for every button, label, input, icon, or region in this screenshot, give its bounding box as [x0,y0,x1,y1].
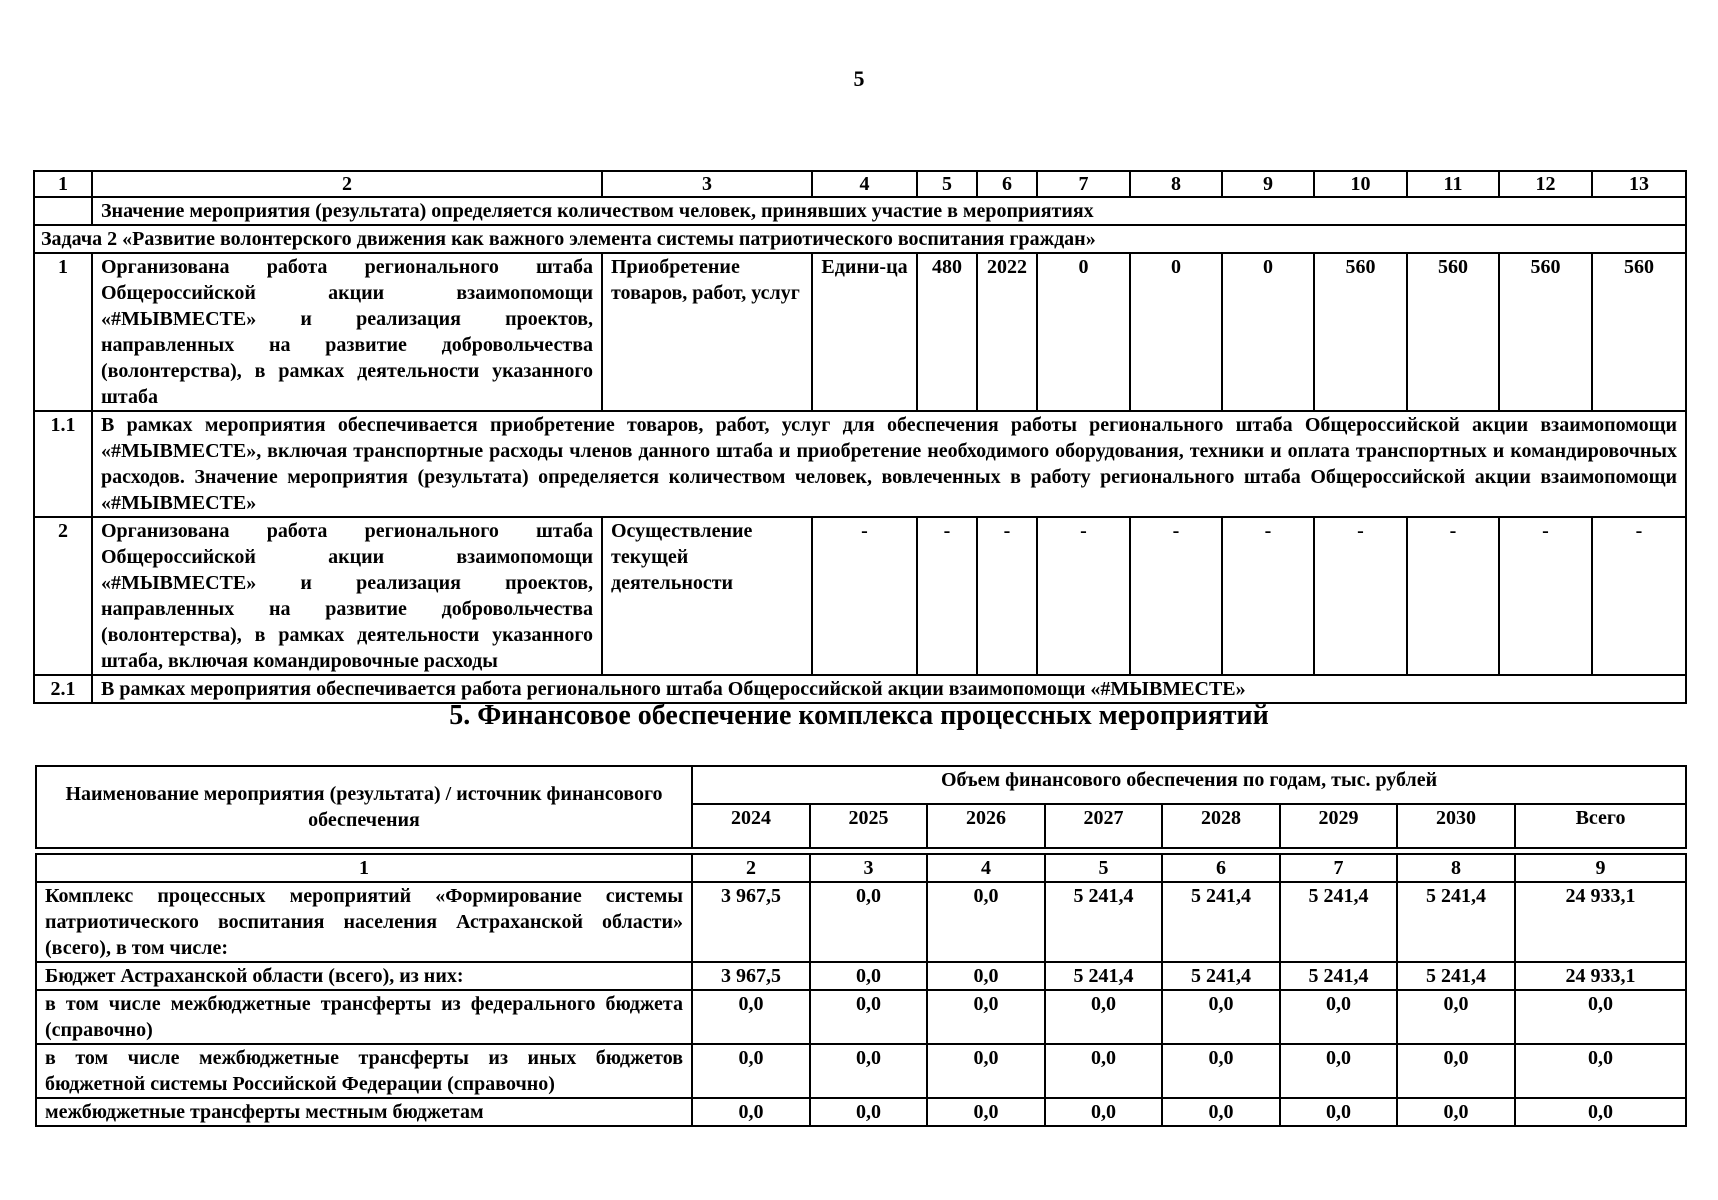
row-number: 2.1 [34,675,92,703]
col-number: 1 [34,171,92,197]
amount-cell: 0,0 [810,882,927,962]
year-header: 2026 [927,804,1045,848]
amount-cell: 3 967,5 [692,962,810,990]
amount-cell: 3 967,5 [692,882,810,962]
volume-header: Объем финансового обеспечения по годам, тыс. рублей [692,766,1686,804]
row-number: 1 [34,253,92,411]
amount-cell: 5 241,4 [1162,882,1280,962]
event-name: Организована работа регионального штаба Общероссийской акции взаимопомощи «#МЫВМЕСТЕ» и реализация проектов, направленных на развитие добровольчества (волонтерства), в рамках деятельности указанного штаба [92,253,602,411]
base-value: 480 [917,253,977,411]
value-cell: - [1407,517,1499,675]
value-cell: 560 [1592,253,1686,411]
events-table [33,170,1687,704]
year-header: 2029 [1280,804,1397,848]
year-header: Всего [1515,804,1686,848]
col-number: 6 [1162,854,1280,882]
amount-cell: 0,0 [1397,1044,1515,1098]
col-number: 13 [1592,171,1686,197]
note-text: Значение мероприятия (результата) определяется количеством человек, принявших участие в мероприятиях [92,197,1686,225]
name-header: Наименование мероприятия (результата) / источник финансового обеспечения [36,766,692,848]
col-number: 9 [1515,854,1686,882]
amount-cell: 5 241,4 [1045,882,1162,962]
col-number: 9 [1222,171,1314,197]
table-row [34,675,1686,703]
value-cell: 560 [1499,253,1592,411]
source-name: Комплекс процессных мероприятий «Формирование системы патриотического воспитания населения Астраханской области» (всего), в том числе: [36,882,692,962]
col-number: 2 [92,171,602,197]
amount-cell: 5 241,4 [1280,882,1397,962]
amount-cell: 0,0 [1162,1044,1280,1098]
source-name: Бюджет Астраханской области (всего), из них: [36,962,692,990]
source-name: в том числе межбюджетные трансферты из иных бюджетов бюджетной системы Российской Федерации (справочно) [36,1044,692,1098]
table-row [36,1044,1686,1098]
amount-cell: 0,0 [1162,1098,1280,1126]
value-cell: 0 [1130,253,1222,411]
amount-cell: 0,0 [1280,1098,1397,1126]
value-cell: - [1037,517,1130,675]
amount-cell: 5 241,4 [1162,962,1280,990]
financing-table [35,765,1687,1127]
col-number: 8 [1397,854,1515,882]
col-number: 11 [1407,171,1499,197]
source-name: в том числе межбюджетные трансферты из федерального бюджета (справочно) [36,990,692,1044]
event-type: Приобретение товаров, работ, услуг [602,253,812,411]
col-number: 4 [927,854,1045,882]
value-cell: - [917,517,977,675]
col-number: 2 [692,854,810,882]
amount-cell: 0,0 [927,882,1045,962]
col-number: 1 [36,854,692,882]
amount-cell: 0,0 [1280,1044,1397,1098]
col-number: 5 [917,171,977,197]
col-number: 12 [1499,171,1592,197]
value-cell: - [1130,517,1222,675]
amount-cell: 0,0 [927,1044,1045,1098]
note-row [34,197,1686,225]
amount-cell: 24 933,1 [1515,962,1686,990]
col-number: 8 [1130,171,1222,197]
row-description: В рамках мероприятия обеспечивается приобретение товаров, работ, услуг для обеспечения работы регионального штаба Общероссийской акции взаимопомощи «#МЫВМЕСТЕ», включая транспортные расходы членов данного штаба и приобретение необходимого оборудования, техники и оплата транспортных и командировочных расходов. Значение мероприятия (результата) определяется количеством человек, вовлеченных в работу регионального штаба Общероссийской акции взаимопомощи «#МЫВМЕСТЕ» [92,411,1686,517]
amount-cell: 0,0 [692,990,810,1044]
amount-cell: 0,0 [927,990,1045,1044]
header-row [36,766,1686,804]
event-name: Организована работа регионального штаба Общероссийской акции взаимопомощи «#МЫВМЕСТЕ» и реализация проектов, направленных на развитие добровольчества (волонтерства), в рамках деятельности указанного штаба, включая командировочные расходы [92,517,602,675]
table-row [36,962,1686,990]
year-header: 2027 [1045,804,1162,848]
amount-cell: 0,0 [1045,1098,1162,1126]
col-number: 7 [1037,171,1130,197]
amount-cell: 0,0 [1397,1098,1515,1126]
value-cell: - [812,517,917,675]
amount-cell: 5 241,4 [1397,882,1515,962]
amount-cell: 0,0 [1045,1044,1162,1098]
column-number-row [34,171,1686,197]
amount-cell: 0,0 [810,1098,927,1126]
value-cell: - [977,517,1037,675]
year-header: 2024 [692,804,810,848]
task-text: Задача 2 «Развитие волонтерского движения как важного элемента системы патриотического воспитания граждан» [34,225,1686,253]
col-number: 3 [602,171,812,197]
value-cell: - [1314,517,1407,675]
value-cell: 560 [1407,253,1499,411]
source-name: межбюджетные трансферты местным бюджетам [36,1098,692,1126]
amount-cell: 24 933,1 [1515,882,1686,962]
amount-cell: 5 241,4 [1397,962,1515,990]
amount-cell: 0,0 [810,962,927,990]
value-cell: 560 [1314,253,1407,411]
amount-cell: 0,0 [1045,990,1162,1044]
event-type: Осуществление текущей деятельности [602,517,812,675]
column-number-row [36,854,1686,882]
table-row [36,990,1686,1044]
value-cell: - [1592,517,1686,675]
amount-cell: 5 241,4 [1280,962,1397,990]
table-row [36,1098,1686,1126]
year-header: 2030 [1397,804,1515,848]
row-number: 1.1 [34,411,92,517]
value-cell: 0 [1222,253,1314,411]
table-row [34,253,1686,411]
amount-cell: 0,0 [810,990,927,1044]
page-number: 5 [853,66,865,91]
value-cell: 0 [1037,253,1130,411]
amount-cell: 0,0 [1515,1098,1686,1126]
col-number: 7 [1280,854,1397,882]
unit: Едини-ца [812,253,917,411]
year-header: 2025 [810,804,927,848]
row-number: 2 [34,517,92,675]
amount-cell: 0,0 [810,1044,927,1098]
value-cell: - [1222,517,1314,675]
col-number: 6 [977,171,1037,197]
col-number: 3 [810,854,927,882]
amount-cell: 0,0 [927,1098,1045,1126]
table-row [34,411,1686,517]
amount-cell: 0,0 [692,1044,810,1098]
amount-cell: 0,0 [1515,1044,1686,1098]
col-number: 4 [812,171,917,197]
task-row [34,225,1686,253]
table-row [34,517,1686,675]
amount-cell: 0,0 [1397,990,1515,1044]
table-row [36,882,1686,962]
row-description: В рамках мероприятия обеспечивается работа регионального штаба Общероссийской акции взаимопомощи «#МЫВМЕСТЕ» [92,675,1686,703]
amount-cell: 0,0 [1162,990,1280,1044]
amount-cell: 0,0 [692,1098,810,1126]
base-year: 2022 [977,253,1037,411]
amount-cell: 5 241,4 [1045,962,1162,990]
col-number: 10 [1314,171,1407,197]
value-cell: - [1499,517,1592,675]
col-number: 5 [1045,854,1162,882]
amount-cell: 0,0 [1280,990,1397,1044]
amount-cell: 0,0 [1515,990,1686,1044]
amount-cell: 0,0 [927,962,1045,990]
year-header: 2028 [1162,804,1280,848]
section-title: 5. Финансовое обеспечение комплекса процессных мероприятий [449,700,1269,731]
